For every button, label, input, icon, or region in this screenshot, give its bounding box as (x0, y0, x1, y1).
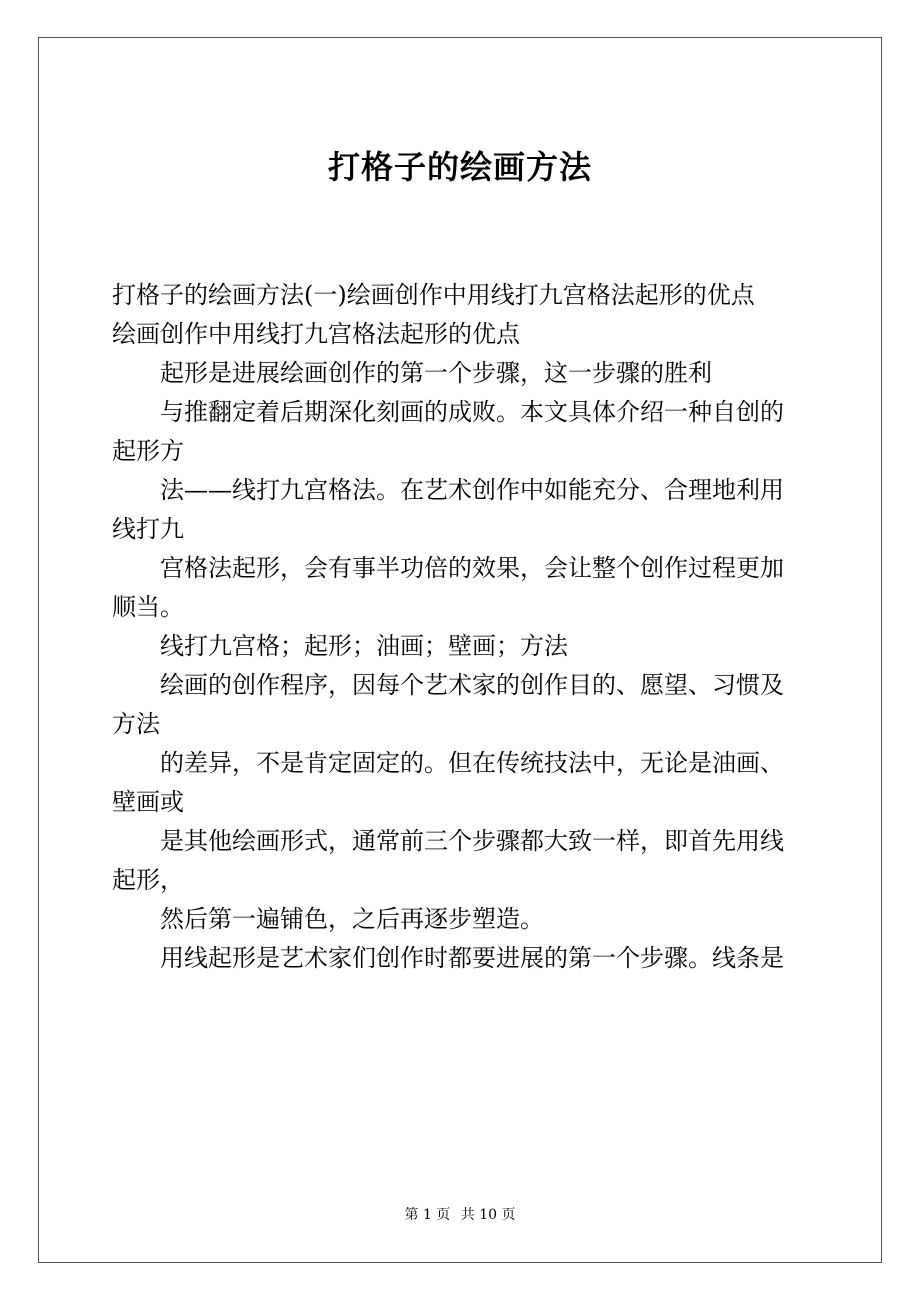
document-title: 打格子的绘画方法 (327, 148, 592, 186)
body-line: 线打九 (112, 515, 184, 543)
body-line: 起形方 (112, 437, 184, 465)
body-line: 绘画的创作程序，因每个艺术家的创作目的、愿望、习惯及 (160, 671, 784, 699)
body-line: 起形是进展绘画创作的第一个步骤，这一步骤的胜利 (160, 359, 712, 387)
body-line: 宫格法起形，会有事半功倍的效果，会让整个创作过程更加 (160, 554, 784, 582)
document-body (112, 276, 812, 978)
body-line: 是其他绘画形式，通常前三个步骤都大致一样，即首先用线 (160, 827, 784, 855)
body-line: 的差异，不是肯定固定的。但在传统技法中，无论是油画、 (160, 749, 784, 777)
body-line: 打格子的绘画方法(一)绘画创作中用线打九宫格法起形的优点 (112, 281, 755, 309)
body-line: 法——线打九宫格法。在艺术创作中如能充分、合理地利用 (160, 476, 784, 504)
body-line: 然后第一遍铺色，之后再逐步塑造。 (160, 905, 544, 933)
body-line: 绘画创作中用线打九宫格法起形的优点 (112, 320, 520, 348)
body-line: 壁画或 (112, 788, 184, 816)
body-line: 与推翻定着后期深化刻画的成败。本文具体介绍一种自创的 (160, 398, 784, 426)
page-number: 第 1 页 (404, 1207, 451, 1223)
body-line: 方法 (112, 710, 160, 738)
body-line: 起形， (112, 866, 184, 894)
body-line: 用线起形是艺术家们创作时都要进展的第一个步骤。线条是 (160, 944, 784, 972)
keywords-line: 线打九宫格；起形；油画；壁画；方法 (160, 632, 568, 660)
page-total: 共 10 页 (460, 1207, 516, 1223)
body-line: 顺当。 (112, 593, 184, 621)
page-footer (0, 1205, 920, 1225)
